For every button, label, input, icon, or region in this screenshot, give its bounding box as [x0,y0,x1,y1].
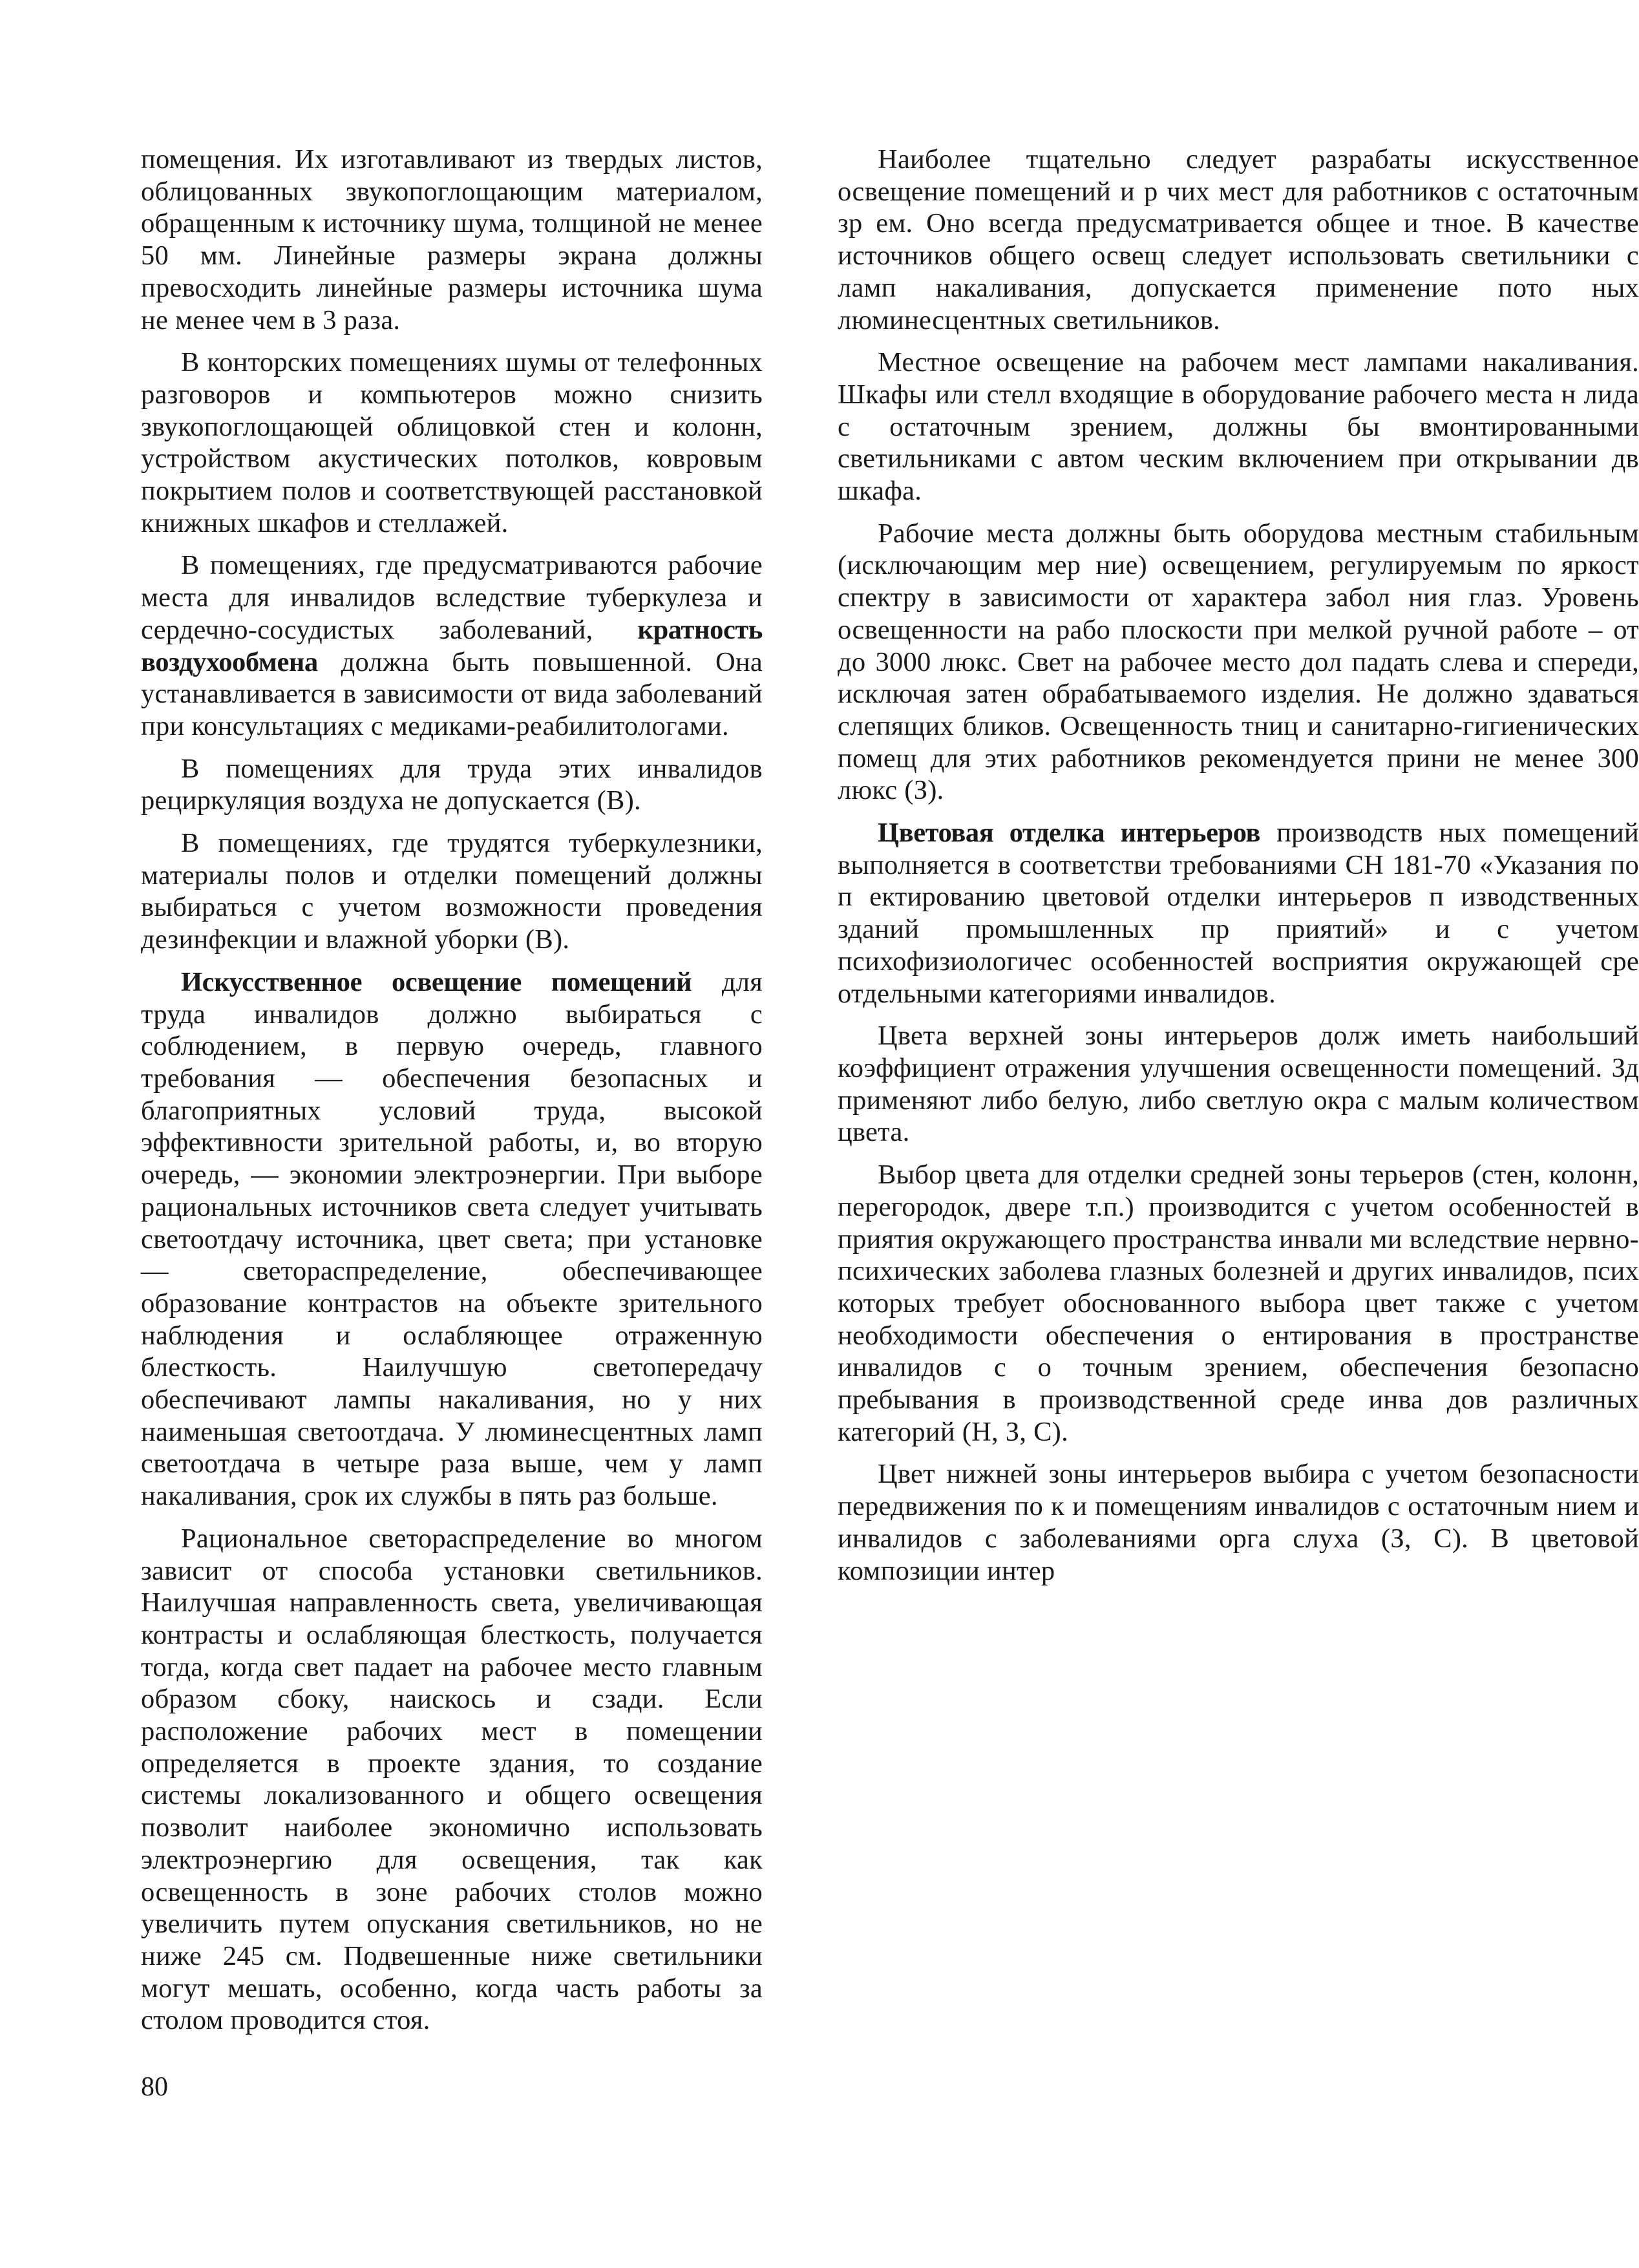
paragraph [141,966,763,1512]
paragraph-text: Цвет нижней зоны интерьеров выбира с учетом безопасности передвижения по к и помещениям инвалидов с остаточным нием и инвалидов с заболеваниями орга слуха (З, С). В цветовой композиции интер [838,1459,1639,1586]
paragraph [838,346,1639,507]
left-text-column [141,143,763,2047]
paragraph-text: Наиболее тщательно следует разрабаты искусственное освещение помещений и р чих мест для работников с остаточным зр ем. Оно всегда предусматривается общее и тное. В качестве источников общего освещ следует использовать светильники с ламп накаливания, допускается применение пото ных люминесцентных светильников. [838,144,1639,335]
bold-term: Искусственное освещение помещений [181,966,692,997]
paragraph-text: Рабочие места должны быть оборудова местным стабильным (исключающим мер ние) освещением, регулируемым по яркост спектру в зависимости от характера забол ния глаз. Уровень освещенности на рабо плоскости при мелкой ручной работе – от до 3000 люкс. Свет на рабочее место дол падать слева и спереди, исключая затен обрабатываемого изделия. Не должно здаваться слепящих бликов. Освещенность тниц и санитарно-гигиенических помещ для этих работников рекомендуется прини не менее 300 люкс (З). [838,518,1639,806]
paragraph-text: Рациональное светораспределение во многом зависит от способа установки светильников. Наилучшая направленность света, увеличивающая контрасты и ослабляющая блесткость, получается тогда, когда свет падает на рабочее место главным образом сбоку, наискось и сзади. Если расположение рабочих мест в помещении определяется в проекте здания, то создание системы локализованного и общего освещения позволит наиболее экономично использовать электроэнергию для освещения, так как освещенность в зоне рабочих столов можно увеличить путем опускания светильников, но не ниже 245 см. Подвешенные ниже светильники могут мешать, особенно, когда часть работы за столом проводится стоя. [141,1523,763,2036]
paragraph-text: Цвета верхней зоны интерьеров долж иметь наибольший коэффициент отражения улучшения освещенности помещений. Зд применяют либо белую, либо светлую окра с малым количеством цвета. [838,1021,1639,1148]
paragraph-text: должна быть повышенной. Она устанавливается в зависимости от вида заболеваний при консультациях с медиками-реабилитологами. [141,646,763,741]
paragraph [838,1458,1639,1587]
paragraph-text: В помещениях, где предусматриваются рабочие места для инвалидов вследствие туберкулеза и сердечно-сосудистых заболеваний, [141,550,763,645]
paragraph-text: помещения. Их изготавливают из твердых листов, облицованных звукопоглощающим материалом, обращенным к источнику шума, толщиной не менее 50 мм. Линейные размеры экрана должны превосходить линейные размеры источника шума не менее чем в 3 раза. [141,144,763,335]
paragraph [838,143,1639,336]
paragraph-text: В конторских помещениях шумы от телефонных разговоров и компьютеров можно снизить звукопоглощающей облицовкой стен и колонн, устройством акустических потолков, ковровым покрытием полов и соответствующей расстановкой книжных шкафов и стеллажей. [141,347,763,538]
paragraph [141,346,763,539]
paragraph [141,143,763,336]
right-text-column [838,143,1639,2083]
paragraph [141,1523,763,2037]
paragraph [838,817,1639,1010]
right-text-column-inner [838,143,1639,1587]
paragraph [838,1159,1639,1448]
page-number: 80 [141,2072,168,2102]
paragraph-text: В помещениях, где трудятся туберкулезники, материалы полов и отделки помещений должны выбираться с учетом возможности проведения дезинфекции и влажной уборки (В). [141,828,763,955]
bold-term: Цветовая отделка интерьеров [878,818,1261,849]
paragraph [141,753,763,817]
paragraph [141,549,763,742]
paragraph [838,1020,1639,1149]
paragraph-text: Выбор цвета для отделки средней зоны терьеров (стен, колонн, перегородок, двере т.п.) производится с учетом особенностей в приятия окружающего пространства инвали ми вследствие нервно-психических заболева глазных болезней и других инвалидов, псих которых требует обоснованного выбора цвет также с учетом необходимости обеспечения о ентирования в пространстве инвалидов с о точным зрением, обеспечения безопасно пребывания в производственной среде инва дов различных категорий (Н, З, С). [838,1160,1639,1447]
paragraph [141,827,763,956]
paragraph [838,518,1639,807]
paragraph-text: Местное освещение на рабочем мест лампами накаливания. Шкафы или стелл входящие в оборудование рабочего места н лида с остаточным зрением, должны бы вмонтированными светильниками с автом ческим включением при открывании дв шкафа. [838,347,1639,507]
paragraph-text: для труда инвалидов должно выбираться с соблюдением, в первую очередь, главного требования — обеспечения безопасных и благоприятных условий труда, высокой эффективности зрительной работы, и, во вторую очередь, — экономии электроэнергии. При выборе рациональных источников света следует учитывать светоотдачу источника, цвет света; при установке — светораспределение, обеспечивающее образование контрастов на объекте зрительного наблюдения и ослабляющее отраженную блесткость. Наилучшую светопередачу обеспечивают лампы накаливания, но у них наименьшая светоотдача. У люминесцентных ламп светоотдача в четыре раза выше, чем у ламп накаливания, срок их службы в пять раз больше. [141,966,763,1512]
paragraph-text: производств ных помещений выполняется в соответстви требованиями СН 181-70 «Указания по п ектированию цветовой отделки интерьеров п изводственных зданий промышленных пр приятий» и с учетом психофизиологичес особенностей восприятия окружающей сре отдельными категориями инвалидов. [838,818,1639,1009]
paragraph-text: В помещениях для труда этих инвалидов рециркуляция воздуха не допускается (В). [141,753,763,816]
bold-term: кратность воздухообмена [141,614,763,677]
